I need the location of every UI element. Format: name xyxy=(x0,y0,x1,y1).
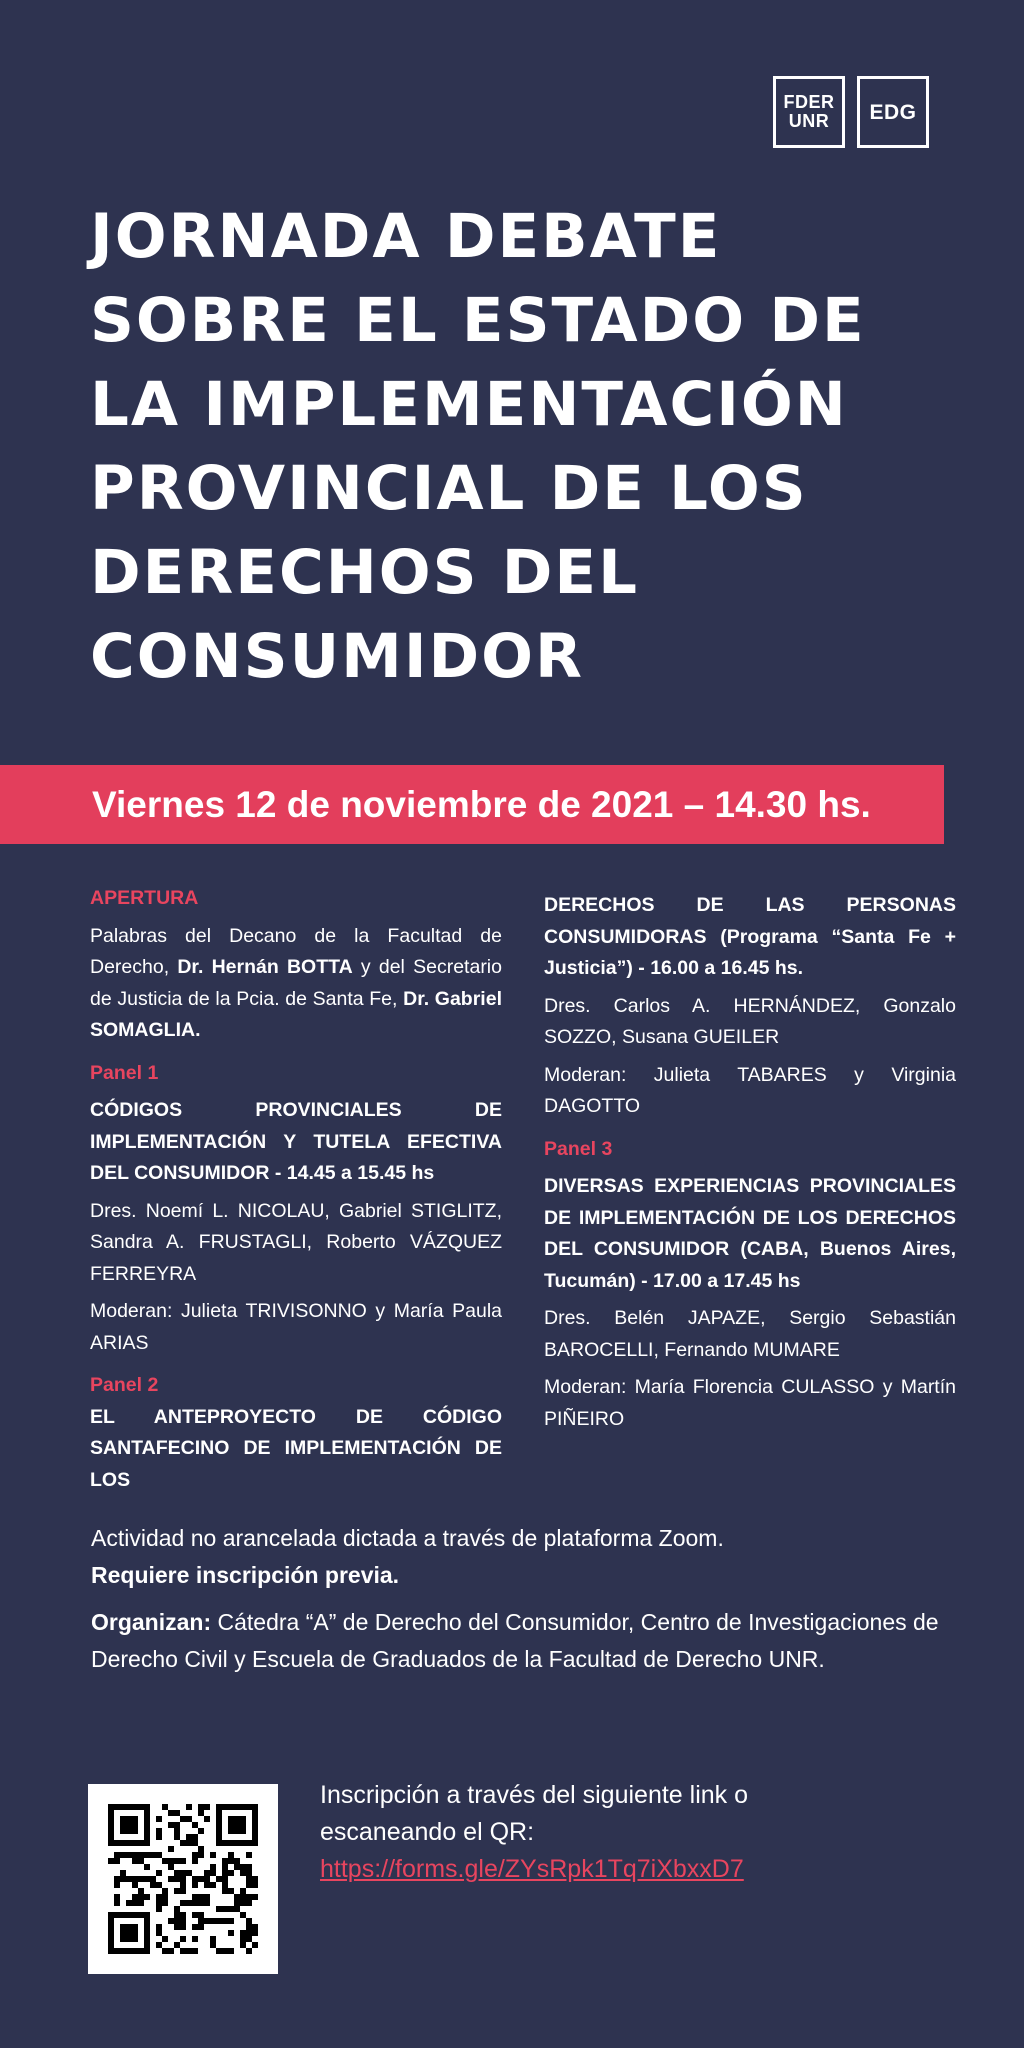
registration-required-note: Requiere inscripción previa. xyxy=(91,1562,400,1588)
registration-text: Inscripción a través del siguiente link o escaneando el QR: xyxy=(320,1781,749,1846)
title-line: JORNADA DEBATE xyxy=(90,201,722,272)
organizers xyxy=(91,1604,941,1678)
dean-name: Dr. Hernán BOTTA xyxy=(177,956,353,978)
registration-link[interactable]: https://forms.gle/ZYsRpk1Tq7iXbxxD7 xyxy=(320,1855,744,1883)
panel3-topic: DIVERSAS EXPERIENCIAS PROVINCIALES DE IMPLEMENTACIÓN DE LOS DERECHOS DEL CONSUMIDOR (CABA, Buenos Aires, Tucumán) - 17.00 a 17.45 hs xyxy=(544,1175,956,1292)
title-line: LA IMPLEMENTACIÓN xyxy=(90,369,848,440)
event-date: Viernes 12 de noviembre de 2021 – 14.30 hs. xyxy=(92,783,871,825)
logos xyxy=(773,76,929,148)
fder-unr-logo xyxy=(773,76,845,148)
qr-code[interactable] xyxy=(88,1784,278,1974)
secretary-name: Dr. Gabriel SOMAGLIA. xyxy=(90,987,502,1041)
title-line: DERECHOS DEL xyxy=(90,537,639,608)
event-info xyxy=(91,1520,941,1678)
date-banner xyxy=(0,765,944,844)
panel2-heading: Panel 2 xyxy=(90,1374,159,1396)
panel3-heading: Panel 3 xyxy=(544,1137,613,1160)
edg-logo xyxy=(857,76,929,148)
title-line: PROVINCIAL DE LOS xyxy=(90,453,808,524)
panel3-speakers: Dres. Belén JAPAZE, Sergio Sebastián BAROCELLI, Fernando MUMARE xyxy=(544,1307,956,1361)
panel2-topic-end: DERECHOS DE LAS PERSONAS CONSUMIDORAS (Programa “Santa Fe + Justicia”) - 16.00 a 16.45 hs. xyxy=(544,894,956,979)
fder-logo-line1: FDER xyxy=(783,92,835,112)
apertura-text xyxy=(90,921,502,1047)
panel1-speakers: Dres. Noemí L. NICOLAU, Gabriel STIGLITZ, Sandra A. FRUSTAGLI, Roberto VÁZQUEZ FERREYRA xyxy=(90,1199,502,1285)
edg-logo-text: EDG xyxy=(869,100,917,124)
panel1-heading: Panel 1 xyxy=(90,1061,159,1084)
panel2-moderators: Moderan: Julieta TABARES y Virginia DAGOTTO xyxy=(544,1063,956,1117)
cost-note: Actividad no arancelada dictada a través de plataforma Zoom. xyxy=(91,1525,724,1551)
apertura-heading: APERTURA xyxy=(90,887,199,909)
title-line: SOBRE EL ESTADO DE xyxy=(90,285,866,356)
event-title xyxy=(90,195,950,699)
apertura-text-1: Palabras del Decano de la Facultad de Derecho, xyxy=(90,924,502,978)
organizers-label: Organizan: xyxy=(91,1609,212,1635)
panel2-speakers: Dres. Carlos A. HERNÁNDEZ, Gonzalo SOZZO, Susana GUEILER xyxy=(544,994,956,1048)
organizers-text: Cátedra “A” de Derecho del Consumidor, Centro de Investigaciones de Derecho Civil y Escuela de Graduados de la Facultad de Derecho UNR. xyxy=(91,1609,939,1672)
program-right-column xyxy=(544,890,956,1435)
qr-code-icon xyxy=(108,1804,258,1954)
panel2-topic-start: EL ANTEPROYECTO DE CÓDIGO SANTAFECINO DE IMPLEMENTACIÓN DE LOS xyxy=(90,1405,502,1491)
panel3-moderators: Moderan: María Florencia CULASSO y Martín PIÑEIRO xyxy=(544,1376,956,1430)
apertura-text-2: y del Secretario de Justicia de la Pcia. de Santa Fe, xyxy=(90,956,502,1010)
panel1-moderators: Moderan: Julieta TRIVISONNO y María Paula ARIAS xyxy=(90,1300,502,1354)
registration-info xyxy=(320,1777,880,1888)
fder-logo-line2: UNR xyxy=(788,111,830,131)
panel1-topic: CÓDIGOS PROVINCIALES DE IMPLEMENTACIÓN Y TUTELA EFECTIVA DEL CONSUMIDOR - 14.45 a 15.45 hs xyxy=(90,1099,502,1184)
program-left-column xyxy=(90,883,502,1496)
title-line: CONSUMIDOR xyxy=(90,621,585,692)
